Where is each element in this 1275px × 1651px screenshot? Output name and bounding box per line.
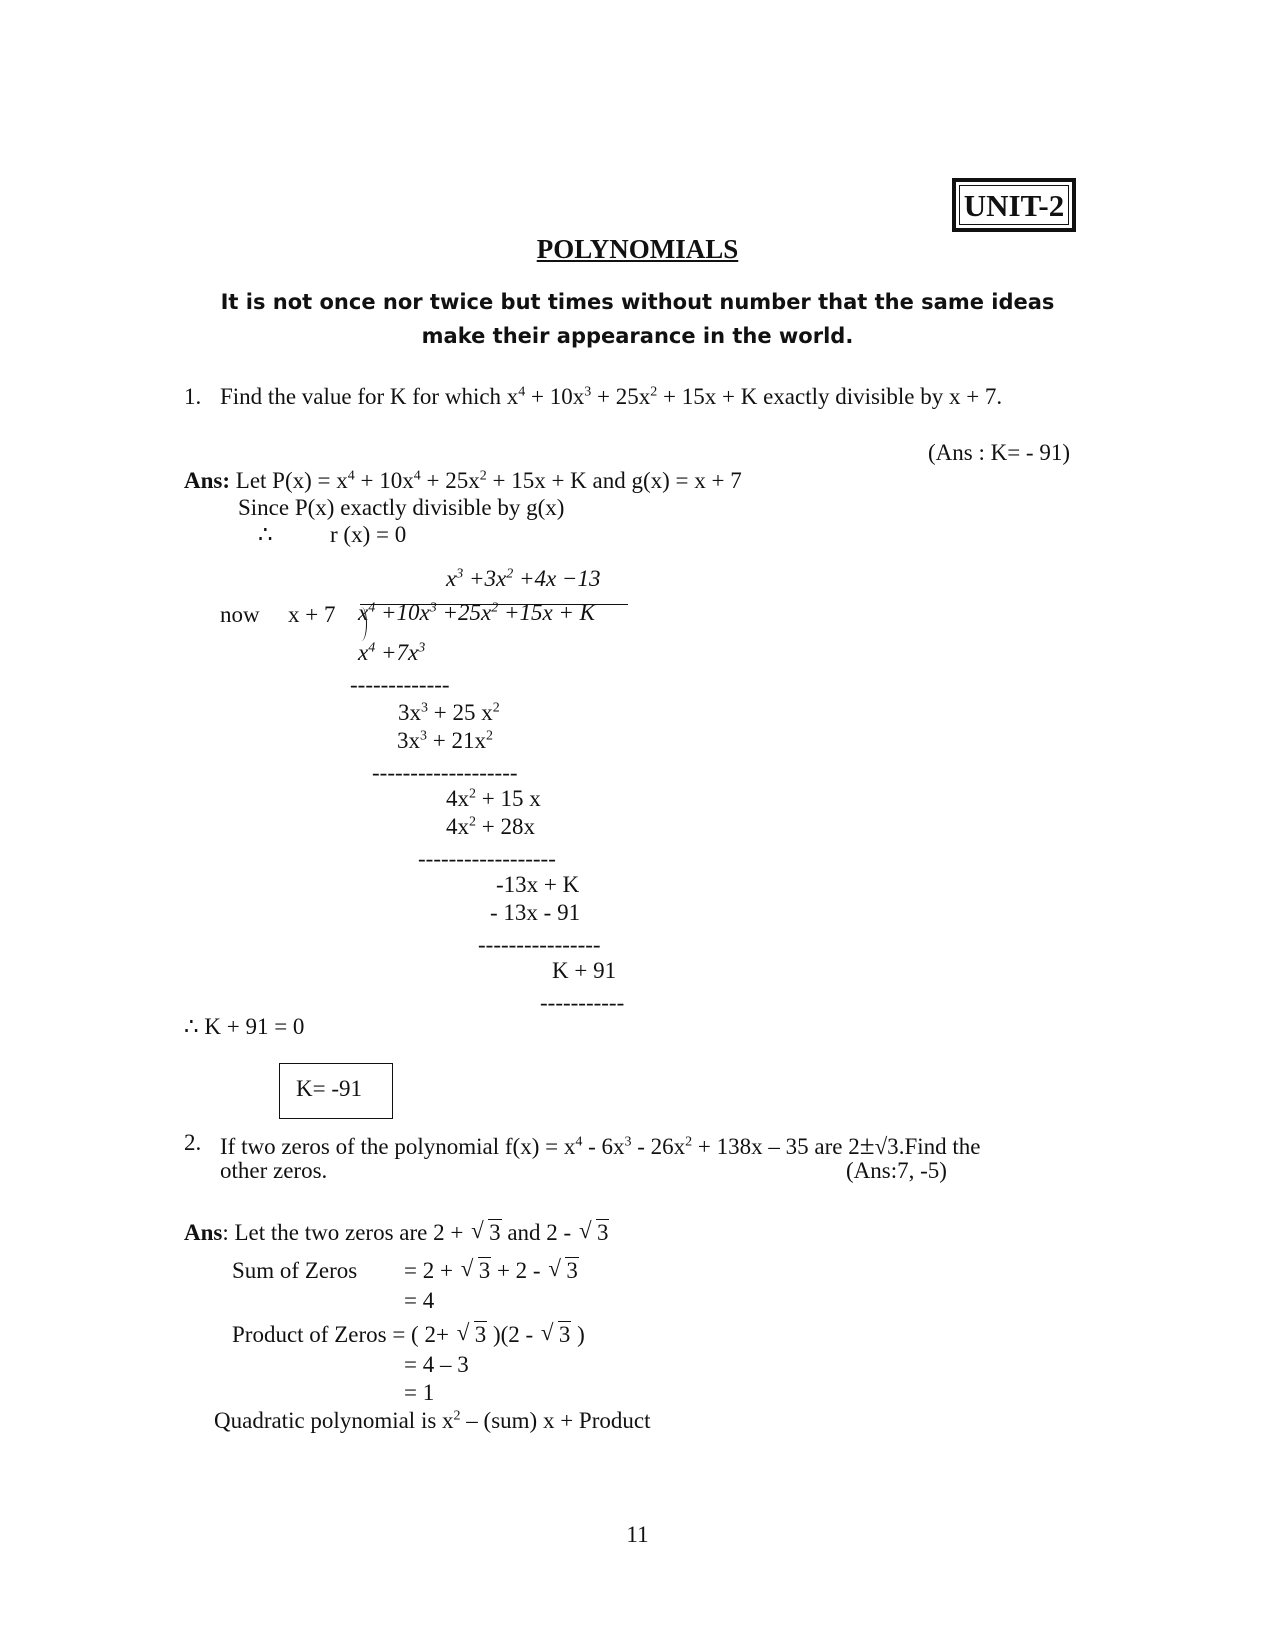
q1-answer-hint: (Ans : K= - 91) [927,440,1070,465]
sqrt-3: √ 3 [541,1322,572,1348]
q2-answer-line: Ans: Let the two zeros are 2 + √ 3 and 2 - √ 3 [184,1220,609,1246]
dash-line-4: ---------------- [478,932,601,957]
sum-label: Sum of Zeros [232,1258,358,1283]
sqrt-3: √ 3 [579,1220,610,1246]
now-label: now [220,602,260,627]
page-number: 11 [626,1522,649,1547]
q1-result: K= -91 [296,1076,362,1101]
product-expression: Product of Zeros = ( 2+ √ 3 )(2 - √ 3 ) [232,1322,585,1348]
sum-result: = 4 [404,1288,435,1313]
q2-answer-hint: (Ans:7, -5) [846,1158,947,1183]
unit-badge [952,178,1076,232]
dash-line-3: ------------------ [418,846,556,871]
quote-line-1: It is not once nor twice but times without number that the same ideas [220,290,1055,314]
sum-expression: = 2 + √ 3 + 2 - √ 3 [404,1258,579,1284]
divisor: x + 7 [288,602,336,627]
q1-answer-line: Ans: Let $P(x) = x^4 + 10x^4 + 25x^2 + 15x + K$ and g(x) = x + 7 [184,468,742,493]
dash-line-1: ------------- [350,672,450,697]
q1-conclusion: ∴ K + 91 = 0 [184,1014,305,1039]
division-step-2: $3x^3 + 25$ $x^2$ [398,700,500,725]
division-step-6: -13x + K [496,872,580,897]
q1-number: 1. [184,384,202,409]
q1-result-box [279,1063,393,1119]
division-step-3: $3x^3 + 21x^2$ [397,728,493,753]
quadratic-formula: Quadratic polynomial is $x^2 - (sum) x$ + Product [214,1408,651,1433]
division-remainder: K + 91 [552,958,617,983]
sqrt-3: √ 3 [457,1322,488,1348]
dash-line-2: ------------------- [372,760,518,785]
unit-label: UNIT-2 [959,185,1069,225]
q2-question-line-2: other zeros. [220,1158,328,1183]
quote-line-2: make their appearance in the world. [421,324,854,348]
division-step-7: - 13x - 91 [490,900,581,925]
q2-number: 2. [184,1130,202,1155]
plus-minus-symbol: ± [859,1130,875,1160]
q2-question: If two zeros of the polynomial $f(x) = x^4 - 6x^3 - 26x^2 + 138x - 35$ are 2±√3.Find the [220,1130,981,1160]
product-step-1: = 4 – 3 [404,1352,469,1377]
q1-remainder: r (x) = 0 [330,522,407,547]
division-step-5: $4x^2 + 28x$ [446,814,535,839]
sqrt-3: √ 3 [461,1258,492,1284]
division-step-4: $4x^2 + 15$ x [446,786,541,811]
sqrt-3: √ 3 [471,1220,502,1246]
q1-since: Since P(x) exactly divisible by g(x) [238,495,565,520]
product-step-2: = 1 [404,1380,435,1405]
dash-line-5: ----------- [540,990,625,1015]
division-quotient: $x^3 +3x^2 +4x -13$ [446,566,601,591]
dividend: $x^4 +10x^3 +25x^2 +15x + K$ [358,600,596,625]
page-title: POLYNOMIALS [536,234,739,264]
sqrt-3: √ 3 [548,1258,579,1284]
q1-question: Find the value for K for which $x^4 + 10x^3 + 25x^2 + 15x + K$ exactly divisible by x + 7. [220,384,1003,409]
therefore-symbol: ∴ [258,522,273,547]
division-step-1: $x^4 +7x^3$ [358,640,426,665]
